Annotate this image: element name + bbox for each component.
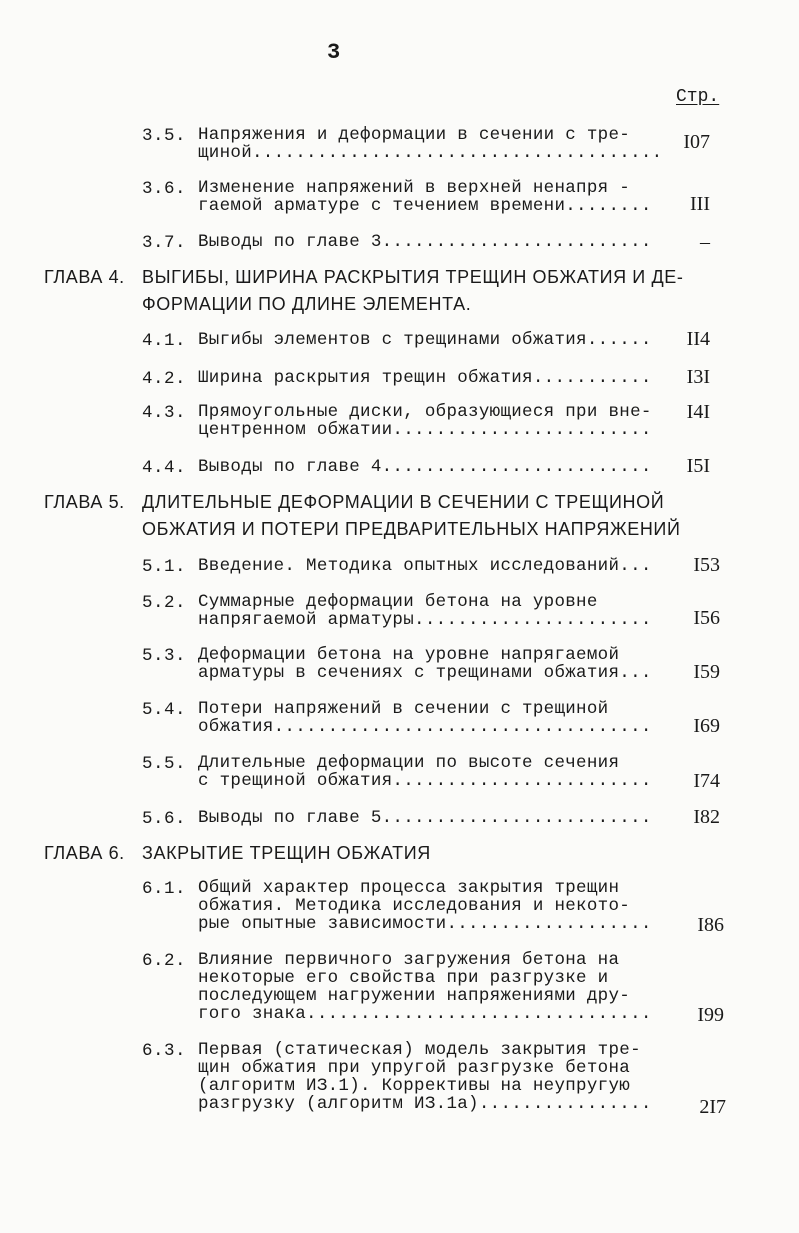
toc-entry-line: Введение. Методика опытных исследований...: [198, 556, 652, 576]
toc-entry-line: с трещиной обжатия........................: [198, 771, 652, 791]
toc-entry-number: 4.3.: [142, 403, 187, 423]
toc-entry-line: центренном обжатии........................: [198, 420, 652, 440]
chapter-title-line: ФОРМАЦИИ ПО ДЛИНЕ ЭЛЕМЕНТА.: [142, 294, 472, 314]
toc-entry-line: Влияние первичного загружения бетона на: [198, 950, 620, 970]
toc-entry-number: 5.5.: [142, 754, 187, 774]
toc-entry-line: Деформации бетона на уровне напрягаемой: [198, 645, 620, 665]
toc-page-ref: I86: [697, 914, 724, 936]
toc-page-ref: I07: [683, 131, 710, 153]
toc-entry-number: 5.2.: [142, 593, 187, 613]
toc-entry-number: 5.1.: [142, 557, 187, 577]
toc-page-ref: I4I: [686, 401, 710, 423]
toc-entry-number: 3.5.: [142, 126, 187, 146]
toc-entry-number: 3.7.: [142, 233, 187, 253]
toc-entry-line: Выводы по главе 3.........................: [198, 232, 652, 252]
chapter-label: ГЛАВА 4.: [44, 267, 125, 287]
chapter-title-line: ОБЖАТИЯ И ПОТЕРИ ПРЕДВАРИТЕЛЬНЫХ НАПРЯЖЕНИЙ: [142, 519, 681, 539]
toc-page-ref: I69: [693, 715, 720, 737]
toc-entry-line: Выводы по главе 4.........................: [198, 457, 652, 477]
toc-page-ref: I74: [693, 770, 720, 792]
toc-entry-line: гого знака................................: [198, 1004, 652, 1024]
toc-entry-line: щиной......................................: [198, 143, 663, 163]
toc-entry-line: Напряжения и деформации в сечении с тре-: [198, 125, 631, 145]
toc-entry-line: Прямоугольные диски, образующиеся при вне-: [198, 402, 652, 422]
toc-entry-number: 4.1.: [142, 331, 187, 351]
toc-entry-number: 5.3.: [142, 646, 187, 666]
toc-entry-line: Изменение напряжений в верхней ненапря -: [198, 178, 631, 198]
toc-entry-line: Выводы по главе 5.........................: [198, 808, 652, 828]
toc-page-ref: I82: [693, 806, 720, 828]
chapter-label: ГЛАВА 5.: [44, 492, 125, 512]
toc-entry-line: последующем нагружении напряжениями дру-: [198, 986, 631, 1006]
toc-page-ref: –: [700, 231, 710, 253]
toc-entry-number: 4.4.: [142, 458, 187, 478]
toc-entry-line: разгрузку (алгоритм ИЗ.1а)................: [198, 1094, 652, 1114]
toc-entry-number: 6.2.: [142, 951, 187, 971]
toc-page-ref: I99: [697, 1004, 724, 1026]
page-number: 3: [327, 40, 341, 65]
toc-entry-line: Ширина раскрытия трещин обжатия...........: [198, 368, 652, 388]
toc-entry-line: щин обжатия при упругой разгрузке бетона: [198, 1058, 631, 1078]
toc-entry-number: 3.6.: [142, 179, 187, 199]
toc-page-ref: I3I: [686, 366, 710, 388]
toc-entry-line: Первая (статическая) модель закрытия тре-: [198, 1040, 641, 1060]
toc-entry-line: Выгибы элементов с трещинами обжатия......: [198, 330, 652, 350]
toc-entry-line: Потери напряжений в сечении с трещиной: [198, 699, 609, 719]
toc-page-ref: I56: [693, 607, 720, 629]
toc-page-ref: I59: [693, 661, 720, 683]
toc-entry-line: арматуры в сечениях с трещинами обжатия...: [198, 663, 652, 683]
toc-page-ref: 2I7: [699, 1096, 726, 1118]
toc-entry-number: 5.4.: [142, 700, 187, 720]
toc-entry-line: (алгоритм ИЗ.1). Коррективы на неупругую: [198, 1076, 631, 1096]
chapter-title-line: ВЫГИБЫ, ШИРИНА РАСКРЫТИЯ ТРЕЩИН ОБЖАТИЯ И ДЕ-: [142, 267, 684, 287]
toc-entry-line: Суммарные деформации бетона на уровне: [198, 592, 598, 612]
toc-page-ref: III: [690, 193, 710, 215]
toc-entry-line: некоторые его свойства при разгрузке и: [198, 968, 609, 988]
toc-entry-line: обжатия. Методика исследования и некото-: [198, 896, 631, 916]
toc-entry-number: 5.6.: [142, 809, 187, 829]
toc-page-ref: II4: [686, 328, 710, 350]
chapter-title-line: ДЛИТЕЛЬНЫЕ ДЕФОРМАЦИИ В СЕЧЕНИИ С ТРЕЩИНОЙ: [142, 492, 665, 512]
page-column-header: Стр.: [676, 87, 720, 107]
toc-entry-line: рые опытные зависимости...................: [198, 914, 652, 934]
chapter-label: ГЛАВА 6.: [44, 843, 125, 863]
toc-entry-line: обжатия...................................: [198, 717, 652, 737]
toc-page-ref: I53: [693, 554, 720, 576]
toc-entry-line: Общий характер процесса закрытия трещин: [198, 878, 620, 898]
toc-page-ref: I5I: [686, 455, 710, 477]
toc-entry-line: напрягаемой арматуры......................: [198, 610, 652, 630]
toc-entry-number: 6.3.: [142, 1041, 187, 1061]
toc-entry-number: 6.1.: [142, 879, 187, 899]
toc-entry-line: Длительные деформации по высоте сечения: [198, 753, 620, 773]
toc-entry-line: гаемой арматуре с течением времени........: [198, 196, 652, 216]
chapter-title-line: ЗАКРЫТИЕ ТРЕЩИН ОБЖАТИЯ: [142, 843, 431, 863]
toc-entry-number: 4.2.: [142, 369, 187, 389]
